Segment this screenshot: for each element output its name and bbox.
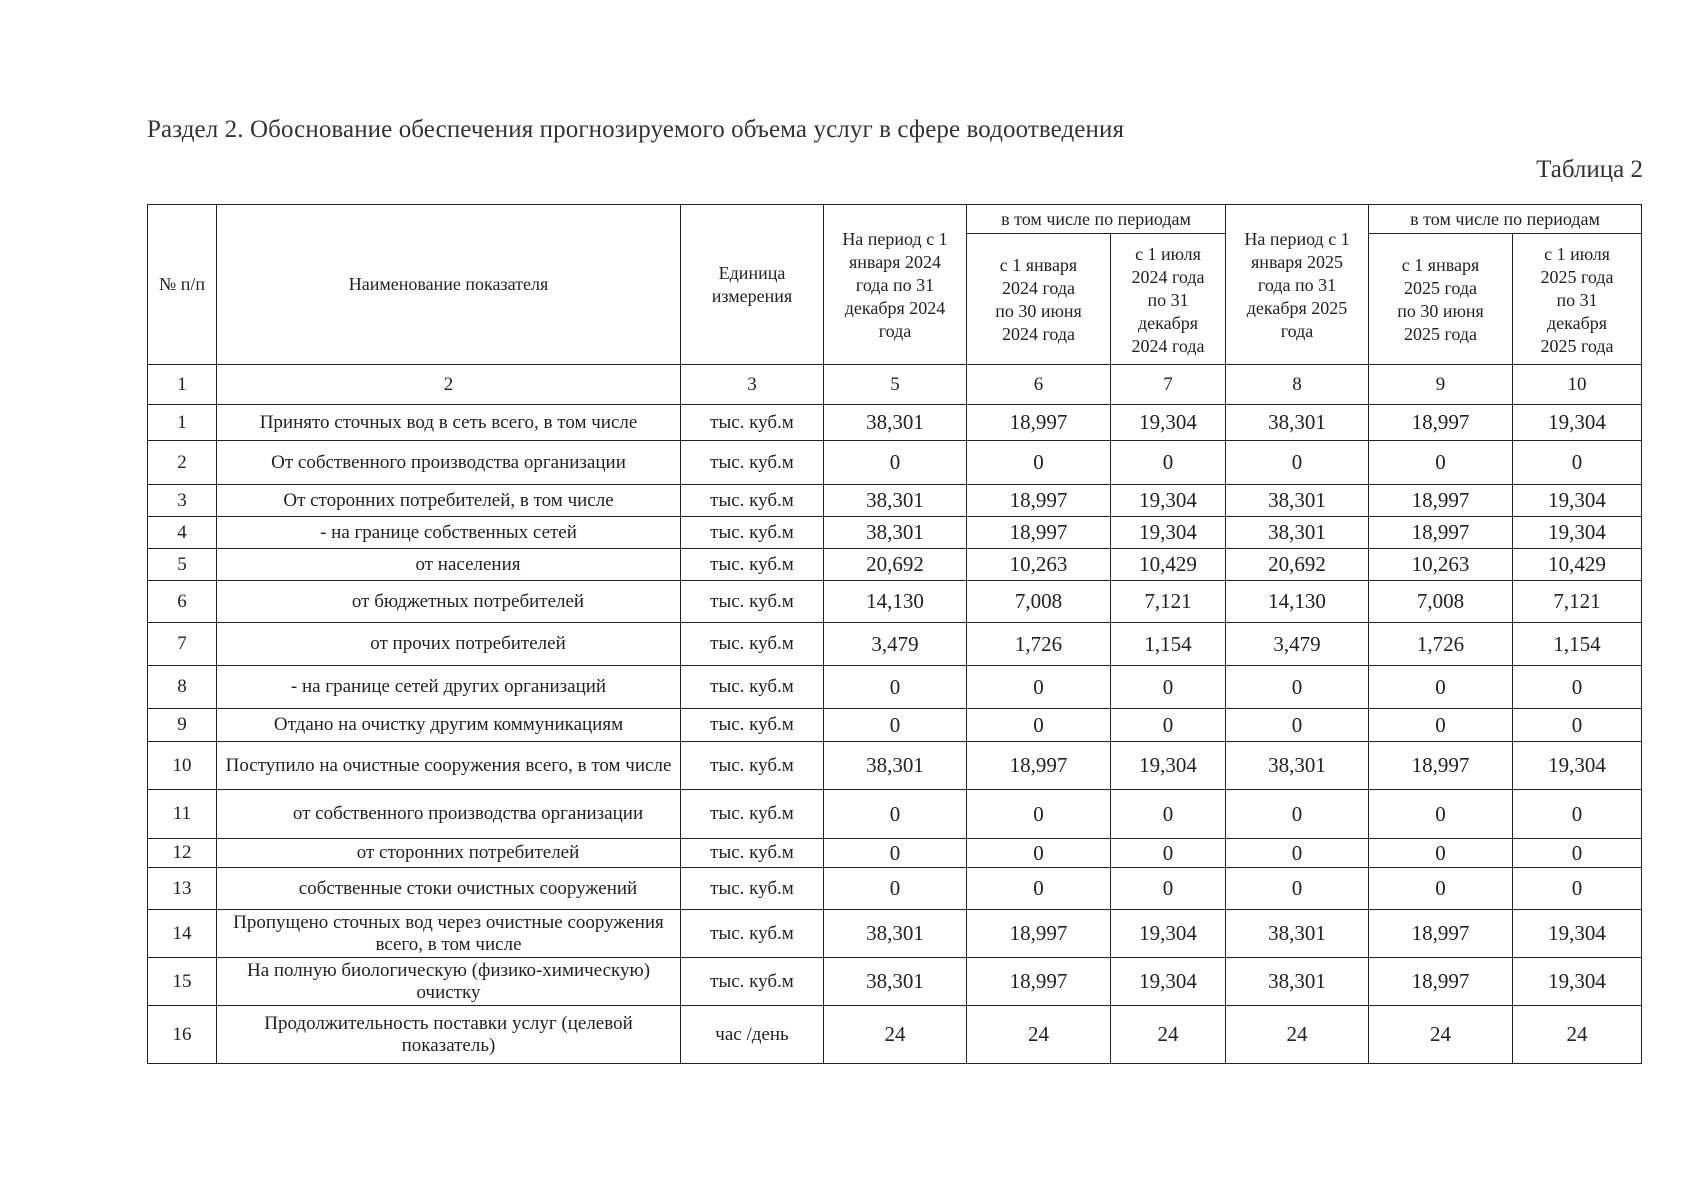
value-cell: 7,121 xyxy=(1111,581,1226,623)
value-cell: 19,304 xyxy=(1513,958,1642,1006)
header-name: Наименование показателя xyxy=(217,205,681,365)
index-cell: 6 xyxy=(967,365,1111,405)
unit-cell: тыс. куб.м xyxy=(681,839,824,868)
header-incl-2024: в том числе по периодам xyxy=(967,205,1226,234)
value-cell: 0 xyxy=(967,868,1111,910)
value-cell: 18,997 xyxy=(1369,910,1513,958)
value-cell: 38,301 xyxy=(824,517,967,549)
row-number: 13 xyxy=(148,868,217,910)
forecast-table xyxy=(147,204,1642,1064)
table-row xyxy=(148,958,1642,1006)
value-cell: 10,263 xyxy=(967,549,1111,581)
indicator-name: Продолжительность поставки услуг (целевой показатель) xyxy=(217,1006,681,1064)
value-cell: 0 xyxy=(967,441,1111,485)
table-label: Таблица 2 xyxy=(1536,156,1643,183)
value-cell: 18,997 xyxy=(967,517,1111,549)
table-row xyxy=(148,742,1642,790)
table-row xyxy=(148,517,1642,549)
value-cell: 24 xyxy=(1513,1006,1642,1064)
header-unit: Единица измерения xyxy=(681,205,824,365)
row-number: 4 xyxy=(148,517,217,549)
unit-cell: тыс. куб.м xyxy=(681,666,824,709)
column-index-row xyxy=(148,365,1642,405)
value-cell: 38,301 xyxy=(824,485,967,517)
row-number: 14 xyxy=(148,910,217,958)
value-cell: 18,997 xyxy=(1369,485,1513,517)
value-cell: 18,997 xyxy=(1369,742,1513,790)
table-row xyxy=(148,623,1642,666)
index-cell: 3 xyxy=(681,365,824,405)
indicator-name: От сторонних потребителей, в том числе xyxy=(217,485,681,517)
unit-cell: тыс. куб.м xyxy=(681,549,824,581)
value-cell: 0 xyxy=(1111,666,1226,709)
value-cell: 24 xyxy=(967,1006,1111,1064)
header-num: № п/п xyxy=(148,205,217,365)
unit-cell: тыс. куб.м xyxy=(681,742,824,790)
unit-cell: тыс. куб.м xyxy=(681,868,824,910)
value-cell: 14,130 xyxy=(1226,581,1369,623)
value-cell: 0 xyxy=(967,839,1111,868)
value-cell: 7,121 xyxy=(1513,581,1642,623)
value-cell: 0 xyxy=(824,709,967,742)
value-cell: 0 xyxy=(824,790,967,839)
value-cell: 18,997 xyxy=(1369,405,1513,441)
value-cell: 38,301 xyxy=(1226,485,1369,517)
unit-cell: тыс. куб.м xyxy=(681,581,824,623)
value-cell: 0 xyxy=(1513,441,1642,485)
table-row xyxy=(148,839,1642,868)
value-cell: 14,130 xyxy=(824,581,967,623)
unit-cell: тыс. куб.м xyxy=(681,517,824,549)
value-cell: 0 xyxy=(1226,666,1369,709)
value-cell: 0 xyxy=(1369,790,1513,839)
header-period-2024: На период с 1 января 2024 года по 31 декабря 2024 года xyxy=(824,205,967,365)
value-cell: 19,304 xyxy=(1111,517,1226,549)
table-row xyxy=(148,549,1642,581)
value-cell: 19,304 xyxy=(1111,405,1226,441)
value-cell: 38,301 xyxy=(824,742,967,790)
indicator-name: На полную биологическую (физико-химическую) очистку xyxy=(217,958,681,1006)
value-cell: 0 xyxy=(1111,441,1226,485)
value-cell: 19,304 xyxy=(1111,485,1226,517)
value-cell: 18,997 xyxy=(1369,958,1513,1006)
index-cell: 1 xyxy=(148,365,217,405)
value-cell: 0 xyxy=(1226,868,1369,910)
unit-cell: час /день xyxy=(681,1006,824,1064)
value-cell: 38,301 xyxy=(824,910,967,958)
unit-cell: тыс. куб.м xyxy=(681,405,824,441)
value-cell: 38,301 xyxy=(824,958,967,1006)
value-cell: 18,997 xyxy=(967,742,1111,790)
index-cell: 9 xyxy=(1369,365,1513,405)
table-row xyxy=(148,709,1642,742)
table-row xyxy=(148,790,1642,839)
value-cell: 38,301 xyxy=(1226,405,1369,441)
header-h1-2025: с 1 января 2025 года по 30 июня 2025 года xyxy=(1369,234,1513,365)
header-period-2025: На период с 1 января 2025 года по 31 декабря 2025 года xyxy=(1226,205,1369,365)
row-number: 15 xyxy=(148,958,217,1006)
row-number: 7 xyxy=(148,623,217,666)
value-cell: 3,479 xyxy=(824,623,967,666)
section-title: Раздел 2. Обоснование обеспечения прогнозируемого объема услуг в сфере водоотведения xyxy=(147,116,1125,143)
unit-cell: тыс. куб.м xyxy=(681,910,824,958)
value-cell: 18,997 xyxy=(967,485,1111,517)
table-row xyxy=(148,1006,1642,1064)
index-cell: 7 xyxy=(1111,365,1226,405)
value-cell: 0 xyxy=(967,790,1111,839)
value-cell: 38,301 xyxy=(1226,910,1369,958)
value-cell: 18,997 xyxy=(1369,517,1513,549)
index-cell: 5 xyxy=(824,365,967,405)
value-cell: 20,692 xyxy=(1226,549,1369,581)
value-cell: 0 xyxy=(1513,839,1642,868)
value-cell: 0 xyxy=(1111,839,1226,868)
value-cell: 0 xyxy=(967,709,1111,742)
value-cell: 1,726 xyxy=(1369,623,1513,666)
value-cell: 38,301 xyxy=(1226,958,1369,1006)
header-h1-2024: с 1 января 2024 года по 30 июня 2024 года xyxy=(967,234,1111,365)
value-cell: 0 xyxy=(1111,709,1226,742)
value-cell: 0 xyxy=(1111,790,1226,839)
row-number: 1 xyxy=(148,405,217,441)
row-number: 6 xyxy=(148,581,217,623)
value-cell: 0 xyxy=(1369,441,1513,485)
indicator-name: от населения xyxy=(217,549,681,581)
value-cell: 0 xyxy=(967,666,1111,709)
indicator-name: От собственного производства организации xyxy=(217,441,681,485)
row-number: 11 xyxy=(148,790,217,839)
unit-cell: тыс. куб.м xyxy=(681,485,824,517)
value-cell: 10,429 xyxy=(1513,549,1642,581)
row-number: 2 xyxy=(148,441,217,485)
row-number: 8 xyxy=(148,666,217,709)
value-cell: 0 xyxy=(1513,868,1642,910)
value-cell: 0 xyxy=(1513,709,1642,742)
value-cell: 19,304 xyxy=(1513,910,1642,958)
value-cell: 18,997 xyxy=(967,958,1111,1006)
table-row xyxy=(148,666,1642,709)
value-cell: 19,304 xyxy=(1111,958,1226,1006)
header-incl-2025: в том числе по периодам xyxy=(1369,205,1642,234)
value-cell: 0 xyxy=(1369,868,1513,910)
row-number: 12 xyxy=(148,839,217,868)
value-cell: 24 xyxy=(824,1006,967,1064)
value-cell: 0 xyxy=(1513,666,1642,709)
indicator-name: от бюджетных потребителей xyxy=(217,581,681,623)
indicator-name: Принято сточных вод в сеть всего, в том числе xyxy=(217,405,681,441)
table-row xyxy=(148,441,1642,485)
table-row xyxy=(148,910,1642,958)
index-cell: 8 xyxy=(1226,365,1369,405)
table-row xyxy=(148,405,1642,441)
value-cell: 0 xyxy=(1226,790,1369,839)
value-cell: 10,429 xyxy=(1111,549,1226,581)
value-cell: 1,154 xyxy=(1111,623,1226,666)
value-cell: 0 xyxy=(824,839,967,868)
index-cell: 2 xyxy=(217,365,681,405)
value-cell: 24 xyxy=(1369,1006,1513,1064)
value-cell: 0 xyxy=(1111,868,1226,910)
indicator-name: - на границе собственных сетей xyxy=(217,517,681,549)
value-cell: 0 xyxy=(1369,666,1513,709)
header-h2-2025: с 1 июля 2025 года по 31 декабря 2025 года xyxy=(1513,234,1642,365)
value-cell: 1,726 xyxy=(967,623,1111,666)
header-h2-2024: с 1 июля 2024 года по 31 декабря 2024 года xyxy=(1111,234,1226,365)
unit-cell: тыс. куб.м xyxy=(681,623,824,666)
indicator-name: Поступило на очистные сооружения всего, в том числе xyxy=(217,742,681,790)
value-cell: 0 xyxy=(824,868,967,910)
row-number: 10 xyxy=(148,742,217,790)
row-number: 16 xyxy=(148,1006,217,1064)
value-cell: 38,301 xyxy=(824,405,967,441)
index-cell: 10 xyxy=(1513,365,1642,405)
value-cell: 19,304 xyxy=(1111,742,1226,790)
value-cell: 0 xyxy=(1513,790,1642,839)
indicator-name: - на границе сетей других организаций xyxy=(217,666,681,709)
table-row xyxy=(148,581,1642,623)
value-cell: 0 xyxy=(824,666,967,709)
value-cell: 0 xyxy=(1226,441,1369,485)
value-cell: 0 xyxy=(1226,709,1369,742)
value-cell: 0 xyxy=(1369,839,1513,868)
value-cell: 1,154 xyxy=(1513,623,1642,666)
value-cell: 10,263 xyxy=(1369,549,1513,581)
value-cell: 38,301 xyxy=(1226,517,1369,549)
indicator-name: Пропущено сточных вод через очистные сооружения всего, в том числе xyxy=(217,910,681,958)
unit-cell: тыс. куб.м xyxy=(681,709,824,742)
value-cell: 18,997 xyxy=(967,910,1111,958)
value-cell: 0 xyxy=(824,441,967,485)
value-cell: 18,997 xyxy=(967,405,1111,441)
value-cell: 0 xyxy=(1369,709,1513,742)
value-cell: 7,008 xyxy=(1369,581,1513,623)
table-row xyxy=(148,868,1642,910)
value-cell: 19,304 xyxy=(1513,742,1642,790)
value-cell: 38,301 xyxy=(1226,742,1369,790)
value-cell: 7,008 xyxy=(967,581,1111,623)
unit-cell: тыс. куб.м xyxy=(681,441,824,485)
indicator-name: от сторонних потребителей xyxy=(217,839,681,868)
indicator-name: Отдано на очистку другим коммуникациям xyxy=(217,709,681,742)
indicator-name: собственные стоки очистных сооружений xyxy=(217,868,681,910)
row-number: 9 xyxy=(148,709,217,742)
indicator-name: от собственного производства организации xyxy=(217,790,681,839)
unit-cell: тыс. куб.м xyxy=(681,958,824,1006)
table-row xyxy=(148,485,1642,517)
value-cell: 19,304 xyxy=(1111,910,1226,958)
value-cell: 24 xyxy=(1111,1006,1226,1064)
value-cell: 0 xyxy=(1226,839,1369,868)
indicator-name: от прочих потребителей xyxy=(217,623,681,666)
value-cell: 20,692 xyxy=(824,549,967,581)
value-cell: 19,304 xyxy=(1513,485,1642,517)
row-number: 3 xyxy=(148,485,217,517)
value-cell: 24 xyxy=(1226,1006,1369,1064)
unit-cell: тыс. куб.м xyxy=(681,790,824,839)
value-cell: 3,479 xyxy=(1226,623,1369,666)
row-number: 5 xyxy=(148,549,217,581)
value-cell: 19,304 xyxy=(1513,517,1642,549)
value-cell: 19,304 xyxy=(1513,405,1642,441)
